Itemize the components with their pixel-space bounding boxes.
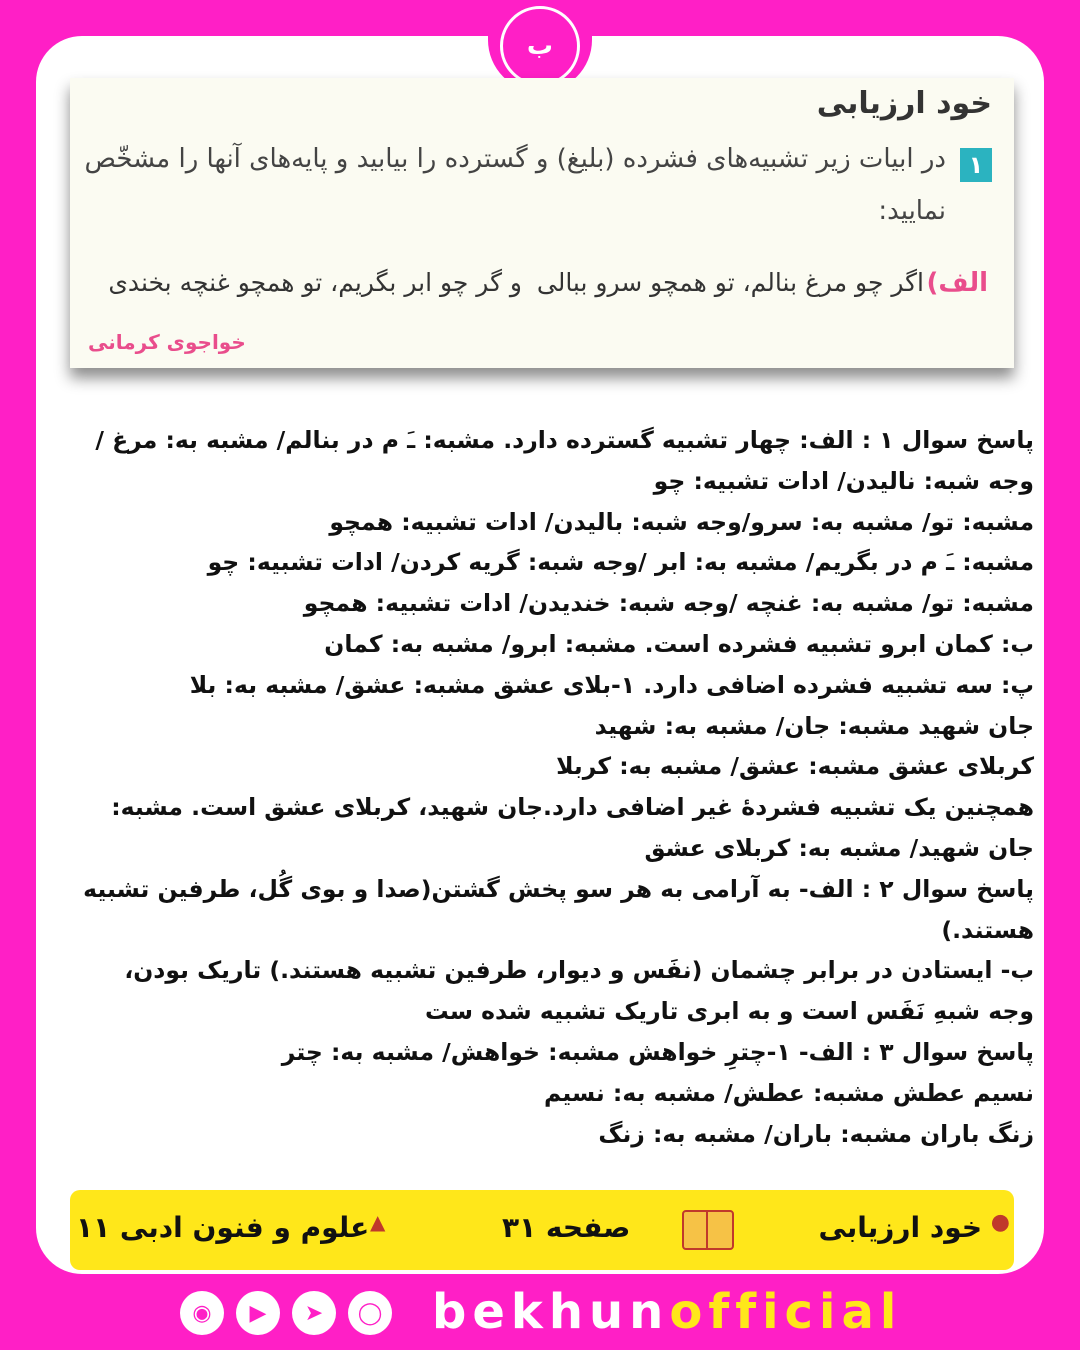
question-number: ۱ [960, 148, 992, 182]
answer-line: پاسخ سوال ۱ : الف: چهار تشبیه گسترده دارد. مشبه: ـَ م در بنالم/ مشبه به: مرغ / [95, 426, 1034, 454]
hemistich-1: اگر چو مرغ بنالم، تو همچو سرو ببالی [536, 268, 924, 297]
answer-line: نسیم عطش مشبه: عطش/ مشبه به: نسیم [543, 1078, 1034, 1107]
answer-line: پاسخ سوال ۳ : الف- ۱-چترِ خواهش مشبه: خواهش/ مشبه به: چتر [281, 1037, 1034, 1066]
answer-line: جان شهید مشبه: جان/ مشبه به: شهید [594, 711, 1034, 740]
part-label: الف) [926, 268, 988, 298]
social-handle[interactable] [432, 1284, 902, 1340]
textbook-excerpt [70, 78, 1014, 368]
social-icons [180, 1284, 404, 1342]
teacher-icon: ● [990, 1210, 1010, 1235]
footer-banner [70, 1190, 1014, 1270]
question-line-1: در ابیات زیر تشبیه‌های فشرده (بلیغ) و گسترده را بیابید و پایه‌های آنها را مشخّص [84, 144, 946, 174]
handle-part-2: official [669, 1284, 903, 1340]
footer-page: صفحه ۳۱ [502, 1211, 631, 1244]
handle-part-1: bekhun [432, 1284, 670, 1340]
graduation-cap-icon: ▲ [370, 1210, 386, 1234]
answer-line: وجه شبهِ نَفَس است و به ابری تاریک تشبیه شده ست [424, 997, 1034, 1026]
answer-line: مشبه: تو/ مشبه به: سرو/وجه شبه: بالیدن/ ادات تشبیه: همچو [329, 507, 1034, 536]
answer-line: ب: کمان ابرو تشبیه فشرده است. مشبه: ابرو/ مشبه به: کمان [324, 629, 1034, 658]
book-icon [682, 1210, 734, 1250]
answer-line: پاسخ سوال ۲ : الف- به آرامی به هر سو پخش گشتن(صدا و بوی گُل، طرفین تشبیه [83, 874, 1034, 903]
footer-book: علوم و فنون ادبی ۱۱ [76, 1211, 370, 1244]
answer-line: مشبه: تو/ مشبه به: غنچه /وجه شبه: خندیدن/ ادات تشبیه: همچو [303, 589, 1034, 618]
telegram-icon[interactable]: ➤ [292, 1291, 336, 1335]
question-line-2: نمایید: [878, 196, 946, 226]
answer-line: کربلای عشق مشبه: عشق/ مشبه به: کربلا [556, 752, 1034, 781]
answer-line: زنگ باران مشبه: باران/ مشبه به: زنگ [598, 1119, 1034, 1148]
answer-line: جان شهید/ مشبه به: کربلای عشق [644, 833, 1034, 862]
answer-line: همچنین یک تشبیه فشردۀ غیر اضافی دارد.جان شهید، کربلای عشق است. مشبه: [111, 793, 1034, 822]
hemistich-2: و گر چو ابر بگریم، تو همچو غنچه بخندی [108, 268, 522, 297]
answer-line: هستند.) [941, 915, 1034, 944]
answer-line: پ: سه تشبیه فشرده اضافی دارد. ۱-بلای عشق مشبه: عشق/ مشبه به: بلا [189, 670, 1034, 699]
answer-line: ب- ایستادن در برابر چشمان (نفَس و دیوار، طرفین تشبیه هستند.) تاریک بودن، [124, 956, 1034, 985]
answer-text [70, 420, 1034, 1154]
excerpt-title: خود ارزیابی [816, 86, 992, 121]
answer-line: مشبه: ـَ م در بگریم/ مشبه به: ابر /وجه شبه: گریه کردن/ ادات تشبیه: چو [207, 548, 1034, 577]
poet-name: خواجوی کرمانی [88, 330, 246, 354]
youtube-icon[interactable]: ▶ [236, 1291, 280, 1335]
logo-glyph: ب [500, 6, 580, 86]
answer-line: وجه شبه: نالیدن/ ادات تشبیه: چو [653, 466, 1034, 495]
film-icon[interactable]: ◉ [180, 1291, 224, 1335]
footer-section: خود ارزیابی [818, 1211, 982, 1244]
instagram-icon[interactable]: ◯ [348, 1291, 392, 1335]
